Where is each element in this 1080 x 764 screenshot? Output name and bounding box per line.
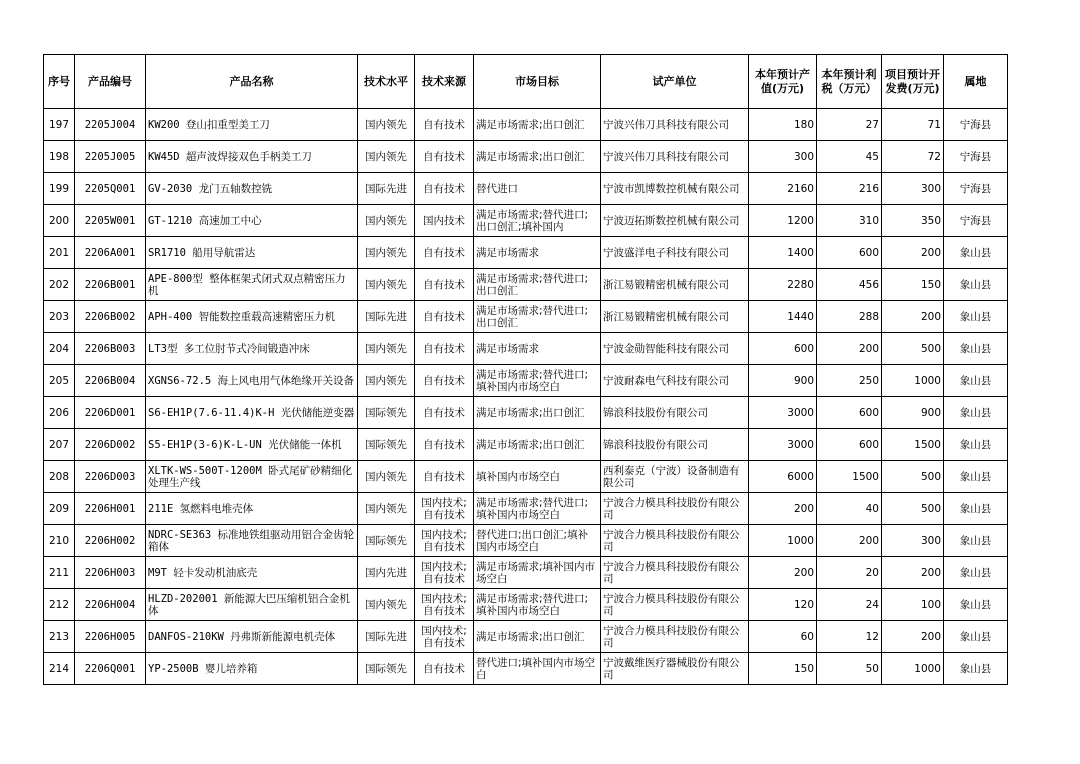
cell-unit: 宁波盛洋电子科技有限公司 xyxy=(601,237,749,269)
cell-seq: 202 xyxy=(44,269,75,301)
cell-dev: 100 xyxy=(882,589,944,621)
cell-seq: 212 xyxy=(44,589,75,621)
cell-market: 满足市场需求;替代进口;出口创汇 xyxy=(474,269,601,301)
cell-region: 象山县 xyxy=(944,461,1008,493)
cell-name: KW200 登山扣重型美工刀 xyxy=(146,109,358,141)
table-row xyxy=(44,237,1008,269)
cell-code: 2206H002 xyxy=(75,525,146,557)
cell-level: 国际领先 xyxy=(358,397,415,429)
cell-region: 象山县 xyxy=(944,621,1008,653)
table-row xyxy=(44,397,1008,429)
cell-name: XGNS6-72.5 海上风电用气体绝缘开关设备 xyxy=(146,365,358,397)
cell-source: 国内技术;自有技术 xyxy=(415,557,474,589)
cell-output: 180 xyxy=(749,109,817,141)
cell-region: 宁海县 xyxy=(944,173,1008,205)
cell-market: 替代进口 xyxy=(474,173,601,205)
cell-source: 国内技术;自有技术 xyxy=(415,525,474,557)
header-dev: 项目预计开发费(万元) xyxy=(882,55,944,109)
table-row xyxy=(44,589,1008,621)
cell-seq: 198 xyxy=(44,141,75,173)
cell-name: XLTK-WS-500T-1200M 卧式尾矿砂精细化处理生产线 xyxy=(146,461,358,493)
cell-market: 替代进口;填补国内市场空白 xyxy=(474,653,601,685)
table-row xyxy=(44,557,1008,589)
table-row xyxy=(44,269,1008,301)
cell-unit: 宁波兴伟刀具科技有限公司 xyxy=(601,109,749,141)
cell-profit: 200 xyxy=(817,333,882,365)
cell-source: 国内技术;自有技术 xyxy=(415,589,474,621)
cell-region: 象山县 xyxy=(944,493,1008,525)
table-row xyxy=(44,525,1008,557)
cell-seq: 203 xyxy=(44,301,75,333)
cell-profit: 288 xyxy=(817,301,882,333)
table-row xyxy=(44,173,1008,205)
cell-region: 象山县 xyxy=(944,301,1008,333)
cell-unit: 宁波戴维医疗器械股份有限公司 xyxy=(601,653,749,685)
table-row xyxy=(44,493,1008,525)
cell-output: 2280 xyxy=(749,269,817,301)
cell-seq: 201 xyxy=(44,237,75,269)
cell-output: 3000 xyxy=(749,429,817,461)
cell-unit: 浙江易锻精密机械有限公司 xyxy=(601,269,749,301)
cell-market: 满足市场需求;出口创汇 xyxy=(474,109,601,141)
cell-profit: 456 xyxy=(817,269,882,301)
table-row xyxy=(44,653,1008,685)
cell-unit: 宁波合力模具科技股份有限公司 xyxy=(601,493,749,525)
cell-unit: 宁波市凯博数控机械有限公司 xyxy=(601,173,749,205)
cell-market: 填补国内市场空白 xyxy=(474,461,601,493)
cell-unit: 锦浪科技股份有限公司 xyxy=(601,429,749,461)
cell-seq: 206 xyxy=(44,397,75,429)
table-row xyxy=(44,429,1008,461)
cell-unit: 宁波合力模具科技股份有限公司 xyxy=(601,621,749,653)
cell-dev: 900 xyxy=(882,397,944,429)
cell-profit: 45 xyxy=(817,141,882,173)
cell-seq: 197 xyxy=(44,109,75,141)
cell-region: 象山县 xyxy=(944,365,1008,397)
cell-code: 2205J004 xyxy=(75,109,146,141)
cell-source: 自有技术 xyxy=(415,173,474,205)
cell-level: 国内领先 xyxy=(358,461,415,493)
cell-name: SR1710 船用导航雷达 xyxy=(146,237,358,269)
cell-level: 国内领先 xyxy=(358,269,415,301)
table-row xyxy=(44,621,1008,653)
cell-region: 象山县 xyxy=(944,525,1008,557)
header-profit: 本年预计利税（万元） xyxy=(817,55,882,109)
header-market: 市场目标 xyxy=(474,55,601,109)
cell-name: HLZD-202001 新能源大巴压缩机铝合金机体 xyxy=(146,589,358,621)
cell-source: 自有技术 xyxy=(415,301,474,333)
cell-region: 象山县 xyxy=(944,557,1008,589)
cell-code: 2205J005 xyxy=(75,141,146,173)
table-row xyxy=(44,333,1008,365)
cell-dev: 500 xyxy=(882,493,944,525)
cell-profit: 20 xyxy=(817,557,882,589)
cell-dev: 1000 xyxy=(882,653,944,685)
cell-seq: 211 xyxy=(44,557,75,589)
cell-code: 2205W001 xyxy=(75,205,146,237)
cell-level: 国内领先 xyxy=(358,237,415,269)
cell-profit: 40 xyxy=(817,493,882,525)
cell-code: 2206H004 xyxy=(75,589,146,621)
cell-output: 1440 xyxy=(749,301,817,333)
cell-source: 自有技术 xyxy=(415,429,474,461)
cell-seq: 213 xyxy=(44,621,75,653)
cell-seq: 200 xyxy=(44,205,75,237)
cell-region: 象山县 xyxy=(944,269,1008,301)
cell-market: 满足市场需求;出口创汇 xyxy=(474,429,601,461)
cell-level: 国内领先 xyxy=(358,205,415,237)
cell-unit: 宁波迈拓斯数控机械有限公司 xyxy=(601,205,749,237)
header-code: 产品编号 xyxy=(75,55,146,109)
cell-unit: 西利泰克（宁波）设备制造有限公司 xyxy=(601,461,749,493)
cell-dev: 500 xyxy=(882,333,944,365)
cell-output: 6000 xyxy=(749,461,817,493)
cell-level: 国内领先 xyxy=(358,333,415,365)
cell-name: APE-800型 整体框架式闭式双点精密压力机 xyxy=(146,269,358,301)
cell-name: NDRC-SE363 标准地铁组驱动用铝合金齿轮箱体 xyxy=(146,525,358,557)
product-table xyxy=(43,54,1008,685)
cell-level: 国内领先 xyxy=(358,589,415,621)
cell-source: 自有技术 xyxy=(415,141,474,173)
cell-source: 自有技术 xyxy=(415,237,474,269)
cell-dev: 72 xyxy=(882,141,944,173)
cell-code: 2206B002 xyxy=(75,301,146,333)
cell-dev: 71 xyxy=(882,109,944,141)
header-output: 本年预计产值(万元) xyxy=(749,55,817,109)
cell-level: 国际先进 xyxy=(358,621,415,653)
cell-profit: 50 xyxy=(817,653,882,685)
cell-profit: 600 xyxy=(817,397,882,429)
cell-unit: 宁波耐森电气科技有限公司 xyxy=(601,365,749,397)
cell-name: S5-EH1P(3-6)K-L-UN 光伏储能一体机 xyxy=(146,429,358,461)
cell-market: 替代进口;出口创汇;填补国内市场空白 xyxy=(474,525,601,557)
cell-market: 满足市场需求;出口创汇 xyxy=(474,621,601,653)
cell-name: KW45D 超声波焊接双色手柄美工刀 xyxy=(146,141,358,173)
table-row xyxy=(44,365,1008,397)
cell-market: 满足市场需求;出口创汇 xyxy=(474,141,601,173)
cell-source: 自有技术 xyxy=(415,333,474,365)
cell-code: 2206D002 xyxy=(75,429,146,461)
cell-region: 宁海县 xyxy=(944,109,1008,141)
table-row xyxy=(44,301,1008,333)
cell-profit: 600 xyxy=(817,429,882,461)
cell-region: 象山县 xyxy=(944,653,1008,685)
cell-output: 900 xyxy=(749,365,817,397)
cell-output: 200 xyxy=(749,493,817,525)
cell-output: 150 xyxy=(749,653,817,685)
cell-name: GT-1210 高速加工中心 xyxy=(146,205,358,237)
cell-code: 2205Q001 xyxy=(75,173,146,205)
cell-profit: 216 xyxy=(817,173,882,205)
cell-market: 满足市场需求;替代进口;出口创汇;填补国内 xyxy=(474,205,601,237)
cell-output: 2160 xyxy=(749,173,817,205)
cell-seq: 207 xyxy=(44,429,75,461)
cell-seq: 210 xyxy=(44,525,75,557)
table-row xyxy=(44,141,1008,173)
cell-output: 1400 xyxy=(749,237,817,269)
cell-unit: 宁波合力模具科技股份有限公司 xyxy=(601,557,749,589)
cell-output: 3000 xyxy=(749,397,817,429)
cell-level: 国际领先 xyxy=(358,525,415,557)
cell-code: 2206H003 xyxy=(75,557,146,589)
cell-output: 1200 xyxy=(749,205,817,237)
cell-dev: 200 xyxy=(882,301,944,333)
header-name: 产品名称 xyxy=(146,55,358,109)
cell-profit: 24 xyxy=(817,589,882,621)
cell-output: 60 xyxy=(749,621,817,653)
cell-profit: 600 xyxy=(817,237,882,269)
cell-region: 象山县 xyxy=(944,397,1008,429)
header-source: 技术来源 xyxy=(415,55,474,109)
cell-dev: 200 xyxy=(882,621,944,653)
cell-market: 满足市场需求;出口创汇 xyxy=(474,397,601,429)
cell-region: 宁海县 xyxy=(944,141,1008,173)
cell-market: 满足市场需求;填补国内市场空白 xyxy=(474,557,601,589)
cell-market: 满足市场需求;替代进口;出口创汇 xyxy=(474,301,601,333)
cell-dev: 1000 xyxy=(882,365,944,397)
cell-level: 国内先进 xyxy=(358,557,415,589)
cell-dev: 1500 xyxy=(882,429,944,461)
cell-seq: 199 xyxy=(44,173,75,205)
cell-name: 211E 氢燃料电堆壳体 xyxy=(146,493,358,525)
cell-market: 满足市场需求 xyxy=(474,237,601,269)
cell-code: 2206H001 xyxy=(75,493,146,525)
cell-code: 2206Q001 xyxy=(75,653,146,685)
table-body xyxy=(44,109,1008,685)
cell-unit: 宁波合力模具科技股份有限公司 xyxy=(601,589,749,621)
cell-seq: 208 xyxy=(44,461,75,493)
cell-code: 2206H005 xyxy=(75,621,146,653)
cell-profit: 250 xyxy=(817,365,882,397)
cell-profit: 200 xyxy=(817,525,882,557)
cell-code: 2206A001 xyxy=(75,237,146,269)
cell-seq: 214 xyxy=(44,653,75,685)
cell-name: DANFOS-210KW 丹弗斯新能源电机壳体 xyxy=(146,621,358,653)
cell-source: 自有技术 xyxy=(415,365,474,397)
cell-profit: 310 xyxy=(817,205,882,237)
cell-unit: 浙江易锻精密机械有限公司 xyxy=(601,301,749,333)
cell-level: 国内领先 xyxy=(358,109,415,141)
cell-dev: 150 xyxy=(882,269,944,301)
cell-output: 120 xyxy=(749,589,817,621)
cell-seq: 209 xyxy=(44,493,75,525)
table-row xyxy=(44,461,1008,493)
cell-market: 满足市场需求;替代进口;填补国内市场空白 xyxy=(474,493,601,525)
header-unit: 试产单位 xyxy=(601,55,749,109)
cell-source: 自有技术 xyxy=(415,269,474,301)
cell-market: 满足市场需求;替代进口;填补国内市场空白 xyxy=(474,365,601,397)
cell-output: 200 xyxy=(749,557,817,589)
cell-dev: 350 xyxy=(882,205,944,237)
cell-name: YP-2500B 婴儿培养箱 xyxy=(146,653,358,685)
cell-region: 象山县 xyxy=(944,429,1008,461)
cell-code: 2206B004 xyxy=(75,365,146,397)
cell-profit: 12 xyxy=(817,621,882,653)
cell-output: 300 xyxy=(749,141,817,173)
cell-unit: 宁波兴伟刀具科技有限公司 xyxy=(601,141,749,173)
cell-name: GV-2030 龙门五轴数控铣 xyxy=(146,173,358,205)
cell-output: 1000 xyxy=(749,525,817,557)
cell-dev: 300 xyxy=(882,525,944,557)
cell-level: 国际领先 xyxy=(358,653,415,685)
cell-code: 2206D003 xyxy=(75,461,146,493)
header-region: 属地 xyxy=(944,55,1008,109)
cell-name: APH-400 智能数控重载高速精密压力机 xyxy=(146,301,358,333)
cell-name: LT3型 多工位肘节式冷间锻造冲床 xyxy=(146,333,358,365)
cell-region: 象山县 xyxy=(944,333,1008,365)
cell-source: 自有技术 xyxy=(415,397,474,429)
cell-dev: 200 xyxy=(882,557,944,589)
table-row xyxy=(44,109,1008,141)
cell-region: 象山县 xyxy=(944,589,1008,621)
cell-code: 2206B003 xyxy=(75,333,146,365)
cell-code: 2206B001 xyxy=(75,269,146,301)
cell-unit: 锦浪科技股份有限公司 xyxy=(601,397,749,429)
cell-level: 国内领先 xyxy=(358,493,415,525)
cell-level: 国际先进 xyxy=(358,173,415,205)
cell-unit: 宁波合力模具科技股份有限公司 xyxy=(601,525,749,557)
cell-source: 自有技术 xyxy=(415,109,474,141)
cell-source: 自有技术 xyxy=(415,653,474,685)
cell-profit: 27 xyxy=(817,109,882,141)
cell-market: 满足市场需求 xyxy=(474,333,601,365)
table-row xyxy=(44,205,1008,237)
cell-output: 600 xyxy=(749,333,817,365)
cell-region: 宁海县 xyxy=(944,205,1008,237)
cell-level: 国际领先 xyxy=(358,429,415,461)
cell-code: 2206D001 xyxy=(75,397,146,429)
header-seq: 序号 xyxy=(44,55,75,109)
cell-source: 国内技术;自有技术 xyxy=(415,493,474,525)
header-row xyxy=(44,55,1008,109)
cell-market: 满足市场需求;替代进口;填补国内市场空白 xyxy=(474,589,601,621)
cell-profit: 1500 xyxy=(817,461,882,493)
cell-source: 自有技术 xyxy=(415,461,474,493)
cell-dev: 500 xyxy=(882,461,944,493)
cell-name: M9T 轻卡发动机油底壳 xyxy=(146,557,358,589)
cell-name: S6-EH1P(7.6-11.4)K-H 光伏储能逆变器 xyxy=(146,397,358,429)
cell-level: 国内领先 xyxy=(358,141,415,173)
cell-source: 国内技术;自有技术 xyxy=(415,621,474,653)
cell-region: 象山县 xyxy=(944,237,1008,269)
cell-level: 国际先进 xyxy=(358,301,415,333)
cell-dev: 300 xyxy=(882,173,944,205)
cell-level: 国内领先 xyxy=(358,365,415,397)
header-level: 技术水平 xyxy=(358,55,415,109)
cell-unit: 宁波金勋智能科技有限公司 xyxy=(601,333,749,365)
cell-seq: 205 xyxy=(44,365,75,397)
cell-seq: 204 xyxy=(44,333,75,365)
cell-dev: 200 xyxy=(882,237,944,269)
cell-source: 国内技术 xyxy=(415,205,474,237)
